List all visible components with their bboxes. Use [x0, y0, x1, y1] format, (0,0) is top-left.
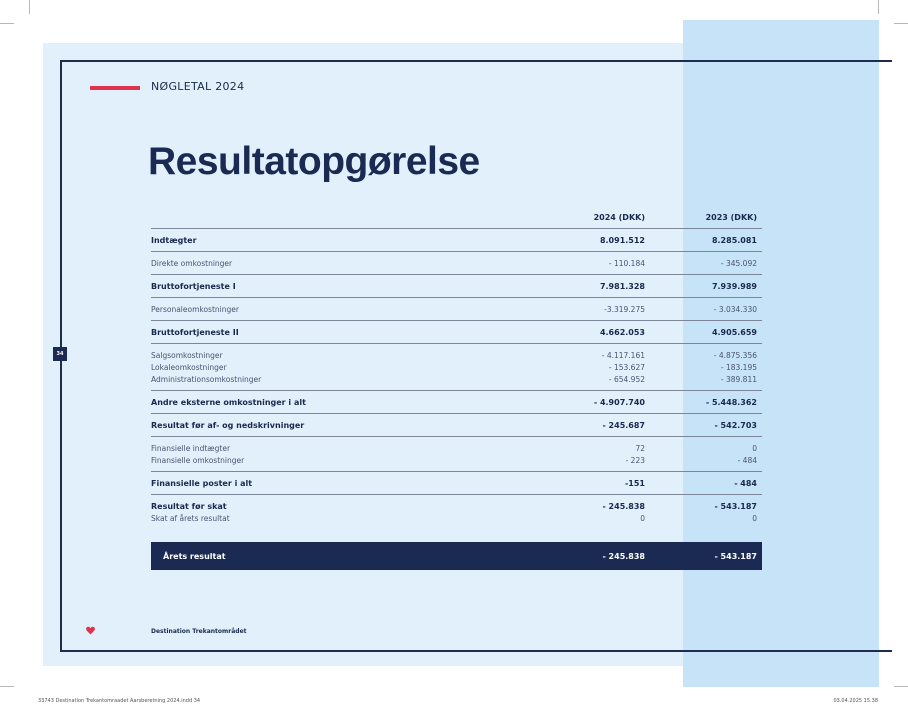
value-2023: - 542.703	[714, 420, 757, 430]
table-row	[151, 349, 762, 361]
value-2023: - 183.195	[720, 362, 757, 372]
table-row	[151, 326, 762, 338]
result-value-2024: - 245.838	[602, 552, 645, 561]
table-row	[151, 396, 762, 408]
table-divider	[151, 320, 762, 321]
value-2024: - 223	[625, 455, 645, 465]
page-number: 34	[56, 351, 64, 357]
table-row	[151, 419, 762, 431]
table-divider	[151, 471, 762, 472]
table-header-row	[151, 211, 762, 223]
table-row	[151, 373, 762, 385]
value-2023: 8.285.081	[711, 235, 757, 245]
table-divider	[151, 390, 762, 391]
page-title: Resultatopgørelse	[148, 140, 480, 183]
table-divider	[151, 228, 762, 229]
row-label: Bruttofortjeneste II	[151, 327, 239, 337]
crop-mark	[29, 0, 30, 14]
value-2024: - 153.627	[608, 362, 645, 372]
value-2024: - 245.838	[602, 501, 645, 511]
value-2023: - 3.034.330	[713, 304, 757, 314]
value-2023: 7.939.989	[711, 281, 757, 291]
table-row	[151, 234, 762, 246]
row-label: Indtægter	[151, 235, 197, 245]
row-label: Bruttofortjeneste I	[151, 281, 236, 291]
col-2024-header: 2024 (DKK)	[593, 212, 645, 222]
value-2023: 0	[752, 443, 757, 453]
value-2023: - 345.092	[720, 258, 757, 268]
crop-mark	[894, 23, 908, 24]
table-divider	[151, 413, 762, 414]
value-2023: - 484	[734, 478, 757, 488]
value-2023: - 484	[737, 455, 757, 465]
print-slug-left: 33743 Destination Trekantomraadet Aarsberetning 2024.indd 34	[38, 698, 201, 704]
value-2024: 72	[635, 443, 645, 453]
value-2023: - 389.811	[720, 374, 757, 384]
page-number-tab	[53, 347, 67, 361]
table-row	[151, 500, 762, 512]
row-label: Finansielle poster i alt	[151, 478, 253, 488]
value-2024: -3.319.275	[604, 304, 645, 314]
table-row	[151, 257, 762, 269]
value-2024: - 654.952	[608, 374, 645, 384]
row-label: Resultat før af- og nedskrivninger	[151, 420, 305, 430]
table-divider	[151, 343, 762, 344]
row-label: Finansielle indtægter	[151, 443, 231, 453]
table-row	[151, 361, 762, 373]
result-row	[151, 542, 762, 570]
value-2024: - 4.117.161	[601, 350, 645, 360]
value-2023: 0	[752, 513, 757, 523]
row-label: Administrationsomkostninger	[151, 374, 262, 384]
value-2024: - 110.184	[608, 258, 645, 268]
table-divider	[151, 274, 762, 275]
value-2023: - 5.448.362	[705, 397, 757, 407]
footer-organization: Destination Trekantområdet	[151, 628, 247, 635]
table-row	[151, 454, 762, 466]
table-row	[151, 280, 762, 292]
crop-mark	[0, 686, 14, 687]
value-2023: - 543.187	[714, 501, 757, 511]
print-slug-right: 03.04.2025 15.38	[833, 698, 878, 704]
row-label: Salgsomkostninger	[151, 350, 223, 360]
row-label: Andre eksterne omkostninger i alt	[151, 397, 306, 407]
col-2023-header: 2023 (DKK)	[705, 212, 757, 222]
section-accent-bar	[90, 86, 140, 90]
value-2023: 4.905.659	[711, 327, 757, 337]
table-row	[151, 512, 762, 524]
table-divider	[151, 251, 762, 252]
table-row	[151, 303, 762, 315]
row-label: Personaleomkostninger	[151, 304, 239, 314]
table-divider	[151, 297, 762, 298]
value-2024: - 245.687	[602, 420, 645, 430]
value-2024: - 4.907.740	[593, 397, 645, 407]
section-label: NØGLETAL 2024	[151, 80, 245, 93]
value-2024: 7.981.328	[599, 281, 645, 291]
row-label: Resultat før skat	[151, 501, 227, 511]
row-label: Lokaleomkostninger	[151, 362, 227, 372]
income-statement-table	[151, 211, 762, 524]
value-2024: 4.662.053	[599, 327, 645, 337]
row-label: Direkte omkostninger	[151, 258, 233, 268]
crop-mark	[878, 0, 879, 14]
value-2024: 0	[640, 513, 645, 523]
row-label: Skat af årets resultat	[151, 513, 230, 523]
table-divider	[151, 436, 762, 437]
value-2024: -151	[624, 478, 645, 488]
table-body	[151, 228, 762, 524]
table-row	[151, 477, 762, 489]
row-label: Finansielle omkostninger	[151, 455, 245, 465]
result-value-2023: - 543.187	[714, 552, 757, 561]
table-divider	[151, 494, 762, 495]
value-2024: 8.091.512	[599, 235, 645, 245]
table-row	[151, 442, 762, 454]
crop-mark	[894, 686, 908, 687]
value-2023: - 4.875.356	[713, 350, 757, 360]
heart-icon	[86, 626, 95, 635]
crop-mark	[0, 23, 14, 24]
result-label: Årets resultat	[163, 552, 226, 561]
